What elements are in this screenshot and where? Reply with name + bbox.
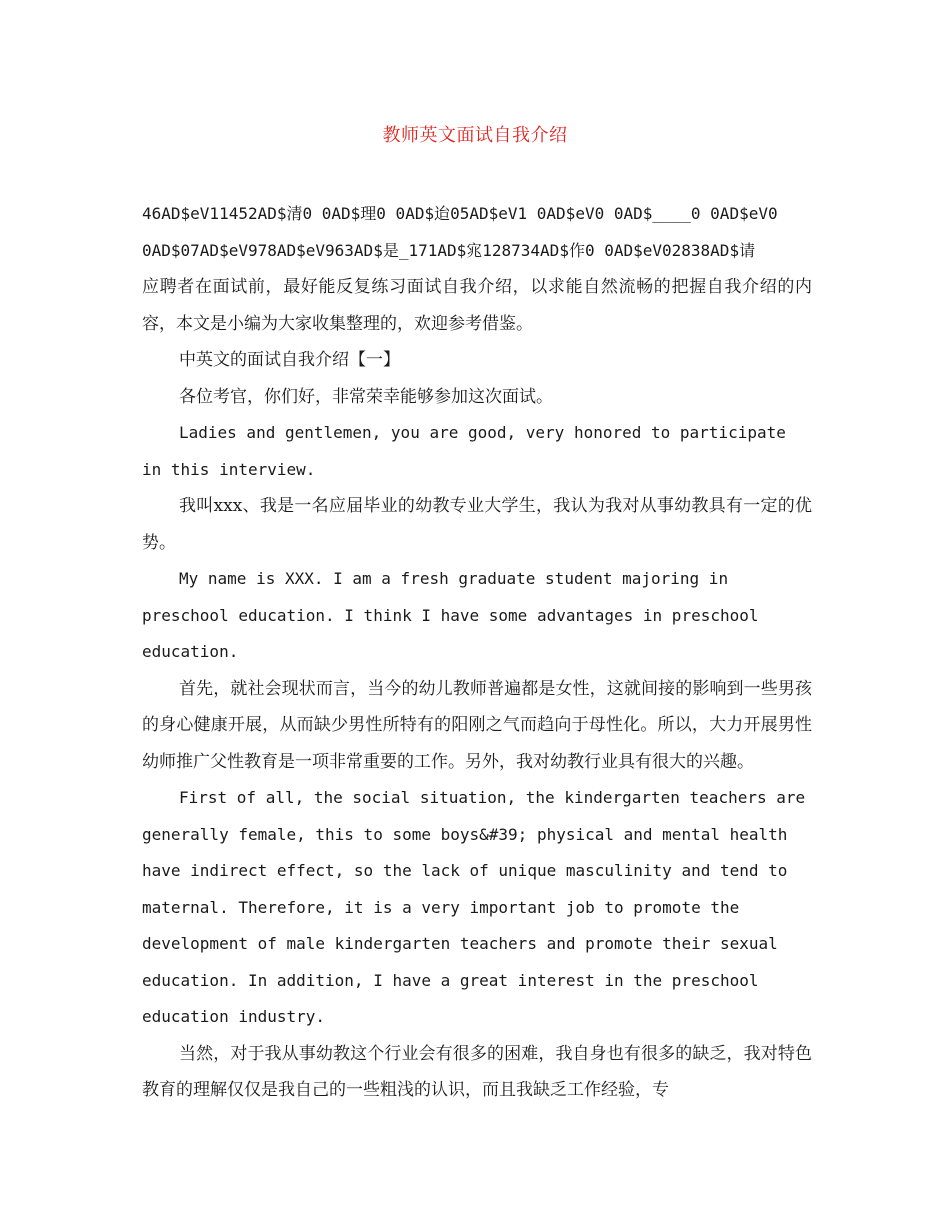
document-title: 教师英文面试自我介绍 [382,125,568,146]
paragraph-cn: 首先，就社会现状而言，当今的幼儿教师普遍都是女性，这就间接的影响到一些男孩的身心健康开展，从而缺少男性所特有的阳刚之气而趋向于母性化。所以，大力开展男性幼师推广父性教育是一项非常重要的工作。另外，我对幼教行业具有很大的兴趣。 [142,678,812,772]
paragraph-en: Ladies and gentlemen, you are good, very honored to participate in this interview. [142,423,786,479]
intro-paragraph: 应聘者在面试前，最好能反复练习面试自我介绍，以求能自然流畅的把握自我介绍的内容，本文是小编为大家收集整理的，欢迎参考借鉴。 [142,277,812,334]
paragraph-cn: 各位考官，你们好，非常荣幸能够参加这次面试。 [179,386,553,407]
document-body [142,196,812,1109]
paragraph-en: First of all, the social situation, the kindergarten teachers are generally female, this to some boys&#39; physical and mental health have indirect effect, so the lack of unique masculinity and tend to maternal. Therefore, it is a very important job to promote the development of male kindergarten teachers and promote their sexual education. In addition, I have a great interest in the preschool education industry. [142,788,806,1026]
paragraph-cn: 当然，对于我从事幼教这个行业会有很多的困难，我自身也有很多的缺乏，我对特色教育的理解仅仅是我自己的一些粗浅的认识，而且我缺乏工作经验，专 [142,1043,812,1100]
paragraph-cn: 我叫xxx、我是一名应届毕业的幼教专业大学生，我认为我对从事幼教具有一定的优势。 [142,496,812,553]
header-code-line: 46AD$eV11452AD$清0 0AD$理0 0AD$迨05AD$eV1 0AD$eV0 0AD$____0 0AD$eV0 0AD$07AD$eV978AD$eV963AD$是_171AD$宨128734AD$作0 0AD$eV02838AD$请 [142,204,778,260]
section-heading: 中英文的面试自我介绍【一】 [179,350,400,370]
paragraph-en: My name is XXX. I am a fresh graduate student majoring in preschool education. I think I have some advantages in preschool education. [142,569,759,661]
